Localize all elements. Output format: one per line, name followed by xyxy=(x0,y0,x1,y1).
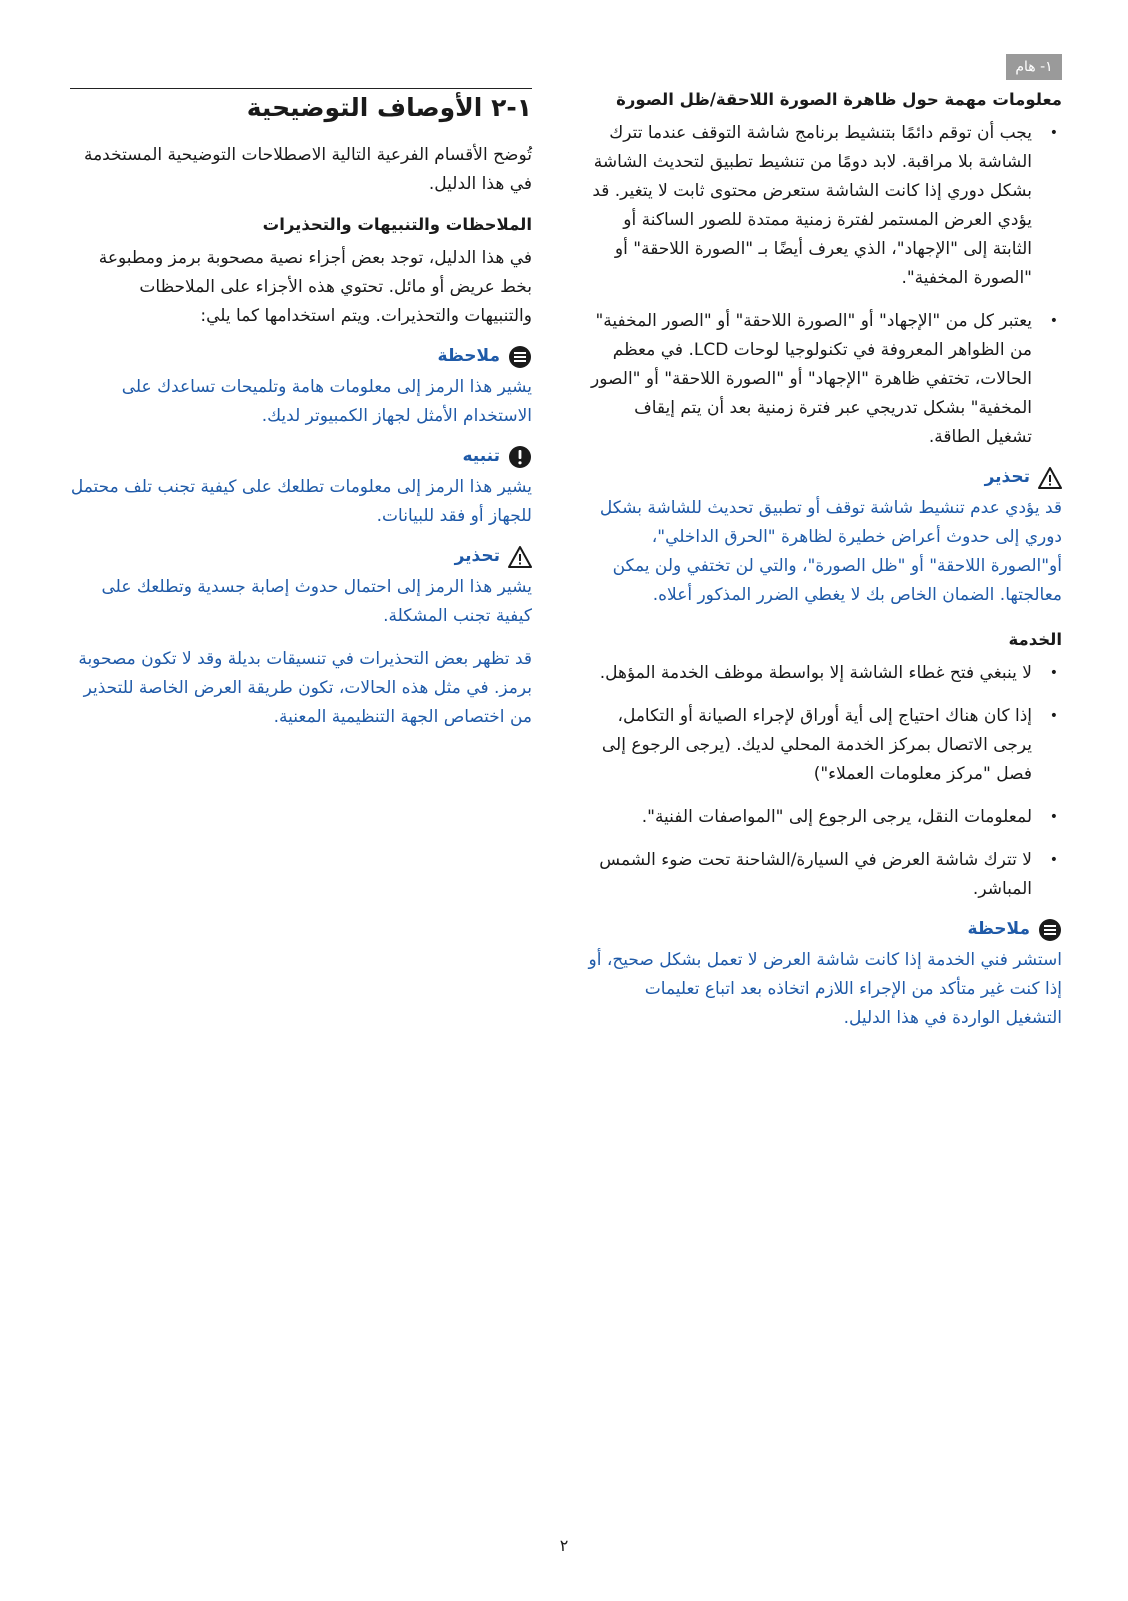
maintenance-heading: معلومات مهمة حول ظاهرة الصورة اللاحقة/ظل الصورة xyxy=(616,90,1062,109)
caution-label: تنبيه xyxy=(462,445,500,466)
bullet-icon: • xyxy=(1049,809,1058,826)
warning-text: يشير هذا الرمز إلى احتمال حدوث إصابة جسدية وتطلعك على كيفية تجنب المشكلة. xyxy=(101,576,532,626)
right-column xyxy=(586,88,1062,1043)
intro-paragraph: تُوضح الأقسام الفرعية التالية الاصطلاحات التوضيحية المستخدمة في هذا الدليل. xyxy=(83,144,532,194)
note-label: ملاحظة xyxy=(967,919,1030,940)
note-text: يشير هذا الرمز إلى معلومات هامة وتلميحات تساعدك على الاستخدام الأمثل لجهاز الكمبيوتر لديك. xyxy=(121,376,532,426)
warning-label: تحذير xyxy=(454,545,500,566)
caution-icon xyxy=(508,445,532,469)
list-item: • إذا كان هناك احتياج إلى أية أوراق لإجراء الصيانة أو التكامل، يرجى الاتصال بمركز الخدمة المحلي لديك. (يرجى الرجوع إلى فصل "مركز معلومات العملاء") xyxy=(586,702,1062,789)
warning-label: تحذير xyxy=(984,467,1030,488)
section-title: ١-٢ الأوصاف التوضيحية xyxy=(246,93,532,122)
left-column xyxy=(70,88,532,732)
warning-text: قد يؤدي عدم تنشيط شاشة توقف أو تطبيق تحديث للشاشة بشكل دوري إلى حدوث أعراض خطيرة لظاهرة "الحرق الداخلي"، أو"الصورة اللاحقة" أو "ظل الصورة"، والتي لن تختفي ولن يمكن معالجتها. الضمان الخاص بك لا يغطي الضرر المذكور أعلاه. xyxy=(599,498,1062,606)
note-icon xyxy=(508,345,532,369)
caution-text: يشير هذا الرمز إلى معلومات تطلعك على كيفية تجنب تلف محتمل للجهاز أو فقد للبيانات. xyxy=(70,476,532,526)
maintenance-list xyxy=(586,119,1062,452)
closing-paragraph: قد تظهر بعض التحذيرات في تنسيقات بديلة وقد لا تكون مصحوبة برمز. في مثل هذه الحالات، تكون طريقة العرض الخاصة للتحذير من اختصاص الجهة التنظيمية المعنية. xyxy=(78,648,532,727)
warning-icon xyxy=(508,545,532,569)
warning-icon xyxy=(1038,466,1062,490)
list-item: • لا ينبغي فتح غطاء الشاشة إلا بواسطة موظف الخدمة المؤهل. xyxy=(586,659,1062,688)
notes-intro: في هذا الدليل، توجد بعض أجزاء نصية مصحوبة برمز ومطبوعة بخط عريض أو مائل. تحتوي هذه الأجزاء على الملاحظات والتنبيهات والتحذيرات. ويتم استخدامها كما يلي: xyxy=(98,247,532,326)
list-item: • يجب أن توقم دائمًا بتنشيط برنامج شاشة التوقف عندما تترك الشاشة بلا مراقبة. لابد دومًا من تنشيط تطبيق لتحديث الشاشة بشكل دوري إذا كانت الشاشة ستعرض محتوى ثابت لا يتغير. قد يؤدي العرض المستمر لفترة زمنية ممتدة للصور الساكنة أو الثابتة إلى "الإجهاد"، الذي يعرف أيضًا بـ "الصورة اللاحقة" أو "الصورة المخفية". xyxy=(586,119,1062,293)
bullet-icon: • xyxy=(1049,708,1058,725)
bullet-icon: • xyxy=(1049,852,1058,869)
bullet-icon: • xyxy=(1049,665,1058,682)
bullet-icon: • xyxy=(1049,313,1058,330)
service-list xyxy=(586,659,1062,904)
warning-notice xyxy=(70,545,532,631)
list-item: • يعتبر كل من "الإجهاد" أو "الصورة اللاحقة" أو "الصور المخفية" من الظواهر المعروفة في تكنولوجيا لوحات LCD. في معظم الحالات، تختفي ظاهرة "الإجهاد" أو "الصورة اللاحقة" أو "الصور المخفية" بشكل تدريجي عبر فترة زمنية بعد أن يتم إيقاف تشغيل الطاقة. xyxy=(586,307,1062,452)
list-item: • لا تترك شاشة العرض في السيارة/الشاحنة تحت ضوء الشمس المباشر. xyxy=(586,846,1062,904)
caution-notice xyxy=(70,445,532,531)
chapter-tab: ١- هام xyxy=(1006,54,1062,80)
list-item: • لمعلومات النقل، يرجى الرجوع إلى "المواصفات الفنية". xyxy=(586,803,1062,832)
bullet-icon: • xyxy=(1049,125,1058,142)
service-heading: الخدمة xyxy=(1008,630,1062,650)
note-notice xyxy=(586,918,1062,1033)
note-text: استشر فني الخدمة إذا كانت شاشة العرض لا تعمل بشكل صحيح، أو إذا كنت غير متأكد من الإجراء اللازم اتخاذه بعد اتباع تعليمات التشغيل الواردة في هذا الدليل. xyxy=(588,950,1062,1029)
note-notice xyxy=(70,345,532,431)
note-icon xyxy=(1038,918,1062,942)
note-label: ملاحظة xyxy=(437,345,500,366)
warning-notice xyxy=(586,466,1062,610)
notes-heading: الملاحظات والتنبيهات والتحذيرات xyxy=(262,214,532,234)
page-number: ٢ xyxy=(559,1536,569,1555)
